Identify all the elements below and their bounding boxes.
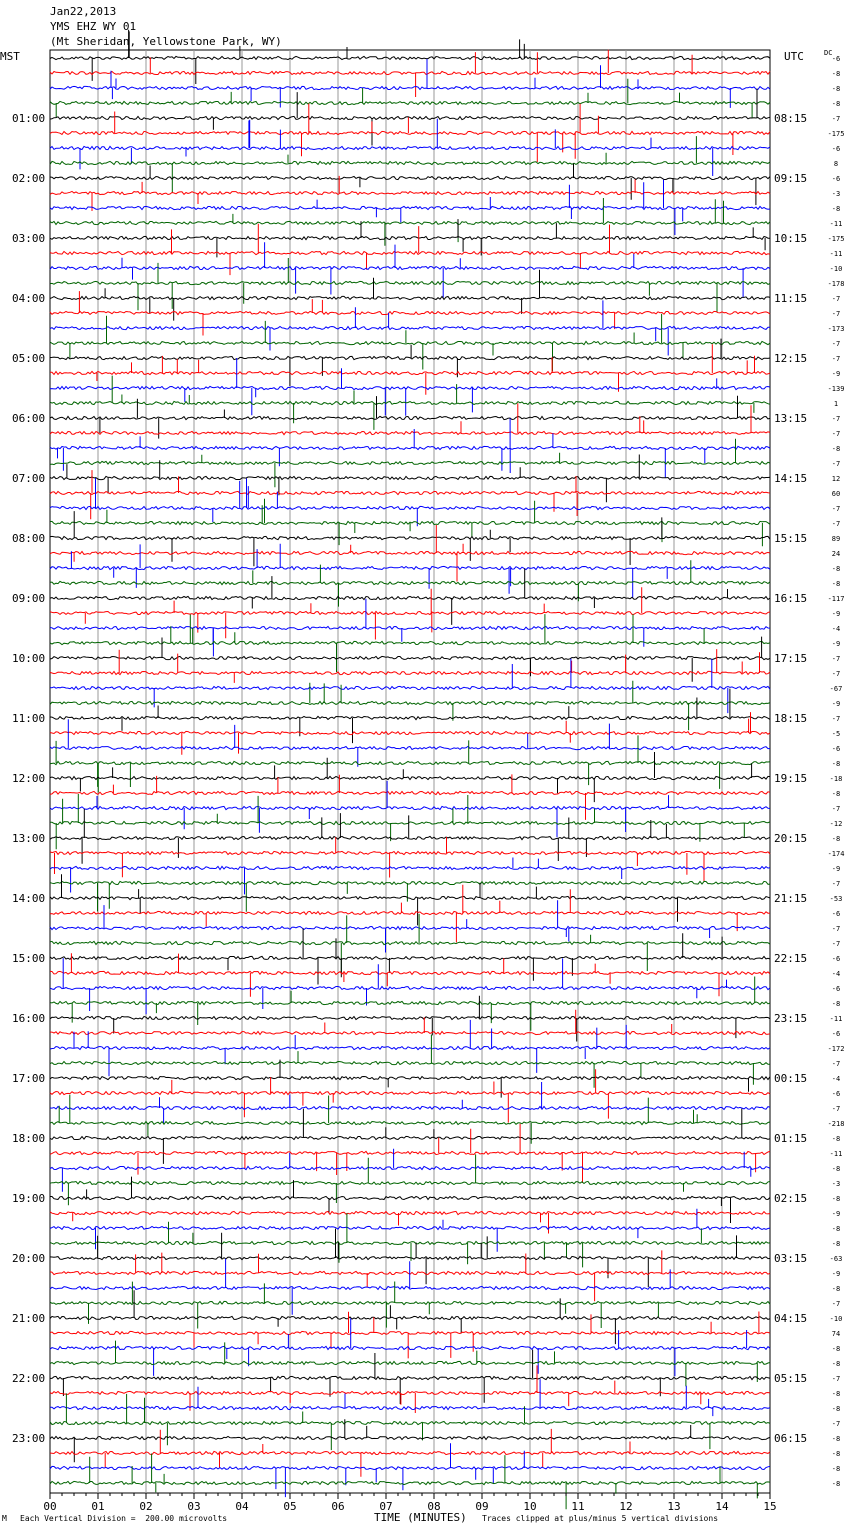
dc-offset-label: -8 [831,565,841,573]
x-tick-label: 11 [571,1500,585,1513]
dc-offset-label: -9 [831,1210,841,1218]
right-hour-label: 02:15 [774,1192,808,1205]
x-tick-label: 03 [187,1500,201,1513]
right-timezone-label: UTC [784,50,804,63]
right-hour-label: 04:15 [774,1312,808,1325]
dc-offset-label: -8 [831,1435,841,1443]
left-hour-label: 08:00 [12,532,46,545]
seismic-trace [50,1365,770,1413]
x-tick-label: 09 [475,1500,489,1513]
dc-offset-label: -7 [831,340,841,348]
dc-offset-label: -9 [831,370,841,378]
right-hour-label: 06:15 [774,1432,808,1445]
dc-offset-label: -8 [831,1225,841,1233]
dc-offset-label: -7 [831,655,841,663]
dc-offset-label: -53 [829,895,843,903]
left-hour-label: 20:00 [12,1252,46,1265]
dc-offset-label: -6 [831,175,841,183]
dc-offset-label: -8 [831,1450,841,1458]
dc-offset-label: -8 [831,205,841,213]
left-hour-label: 07:00 [12,472,46,485]
seismic-trace [50,104,770,163]
dc-offset-label: -8 [831,790,841,798]
dc-offset-label: -9 [831,1270,841,1278]
x-tick-label: 04 [235,1500,249,1513]
right-hour-label: 13:15 [774,412,808,425]
dc-offset-label: -6 [831,955,841,963]
plot-date: Jan22,2013 [50,5,117,18]
scale-note: Each Vertical Division = 200.00 microvolts [20,1514,228,1523]
x-tick-label: 10 [523,1500,537,1513]
dc-offset-label: -9 [831,610,841,618]
right-hour-label: 20:15 [774,832,808,845]
seismic-trace [50,659,770,714]
station-code: YMS EHZ WY 01 [50,20,137,33]
seismic-trace [50,1454,770,1510]
seismic-trace [50,1350,770,1404]
dc-offset-label: -7 [831,1060,841,1068]
seismic-trace [50,928,770,984]
dc-offset-label: -9 [831,700,841,708]
dc-offset-label: -11 [829,220,843,228]
x-tick-label: 01 [91,1500,105,1513]
seismic-trace [50,1290,770,1344]
seismic-trace [50,1209,770,1252]
right-hour-label: 05:15 [774,1372,808,1385]
left-hour-label: 11:00 [12,712,46,725]
dc-offset-label: -7 [831,355,841,363]
seismic-trace [50,1443,770,1497]
dc-offset-label: -4 [831,625,841,633]
seismic-trace [50,587,770,639]
seismic-trace [50,914,770,973]
dc-offset-label: -7 [831,670,841,678]
seismic-trace [50,599,770,657]
dc-offset-label: -139 [827,385,845,393]
seismic-trace [50,809,770,864]
seismic-trace [50,568,770,625]
dc-offset-label: -218 [827,1120,845,1128]
seismic-trace [50,418,770,477]
seismic-trace [50,1060,770,1098]
seismic-trace [50,180,770,235]
right-hour-label: 11:15 [774,292,808,305]
right-hour-label: 09:15 [774,172,808,185]
right-hour-label: 21:15 [774,892,808,905]
right-hour-label: 15:15 [774,532,808,545]
seismic-trace [50,176,770,211]
dc-offset-label: -178 [827,280,845,288]
dc-offset-label: -7 [831,1300,841,1308]
dc-offset-label: -8 [831,835,841,843]
dc-offset-label: 8 [833,160,839,168]
dc-offset-label: -6 [831,55,841,63]
x-tick-label: 07 [379,1500,393,1513]
seismic-trace [50,358,770,416]
dc-offset-label: -8 [831,1285,841,1293]
right-hour-label: 17:15 [774,652,808,665]
x-tick-label: 02 [139,1500,153,1513]
dc-offset-label: -10 [829,265,843,273]
dc-offset-label: -7 [831,940,841,948]
dc-offset-label: -8 [831,1195,841,1203]
seismic-trace [50,614,770,672]
dc-offset-label: -4 [831,1075,841,1083]
dc-offset-label: -7 [831,505,841,513]
left-hour-label: 09:00 [12,592,46,605]
right-hour-label: 14:15 [774,472,808,485]
dc-offset-label: -6 [831,910,841,918]
left-hour-label: 06:00 [12,412,46,425]
left-hour-label: 02:00 [12,172,46,185]
dc-offset-label: -10 [829,1315,843,1323]
seismic-trace [50,339,770,386]
dc-offset-label: -8 [831,1135,841,1143]
dc-offset-label: -7 [831,925,841,933]
dc-offset-label: -11 [829,1150,843,1158]
seismic-trace [50,560,770,606]
dc-offset-label: -7 [831,295,841,303]
left-hour-label: 13:00 [12,832,46,845]
seismic-trace [50,1419,770,1462]
dc-offset-header: DC [824,49,833,57]
left-hour-label: 14:00 [12,892,46,905]
dc-offset-label: -7 [831,115,841,123]
dc-offset-label: -9 [831,865,841,873]
dc-offset-label: -8 [831,580,841,588]
dc-offset-label: -8 [831,1405,841,1413]
seismic-trace [50,1082,770,1123]
dc-offset-label: 1 [833,400,839,408]
seismic-trace [50,439,770,487]
seismic-trace [50,649,770,683]
left-hour-label: 03:00 [12,232,46,245]
right-hour-label: 03:15 [774,1252,808,1265]
dc-offset-label: -11 [829,1015,843,1023]
right-hour-label: 12:15 [774,352,808,365]
seismic-trace [50,1124,770,1183]
seismic-trace [50,59,770,108]
seismic-trace [50,1393,770,1450]
x-tick-label: 08 [427,1500,441,1513]
dc-offset-label: -7 [831,880,841,888]
dc-offset-label: -175 [827,235,845,243]
dc-offset-label: -8 [831,85,841,93]
dc-offset-label: 12 [831,475,841,483]
right-hour-label: 01:15 [774,1132,808,1145]
dc-offset-label: -6 [831,985,841,993]
dc-offset-label: -3 [831,1180,841,1188]
seismic-trace [50,119,770,176]
seismic-trace [50,164,770,206]
x-tick-label: 05 [283,1500,297,1513]
seismic-trace [50,314,770,371]
dc-offset-label: -7 [831,430,841,438]
seismic-trace [50,1379,770,1416]
left-hour-label: 22:00 [12,1372,46,1385]
x-tick-label: 14 [715,1500,729,1513]
x-axis-title: TIME (MINUTES) [374,1511,467,1524]
seismic-trace [50,689,770,744]
right-hour-label: 16:15 [774,592,808,605]
seismic-trace [50,511,770,566]
dc-offset-label: -18 [829,775,843,783]
dc-offset-label: -7 [831,520,841,528]
dc-offset-label: -7 [831,310,841,318]
seismic-trace [50,858,770,895]
seismic-trace [50,1069,770,1122]
left-hour-label: 15:00 [12,952,46,965]
dc-offset-label: -7 [831,415,841,423]
seismic-trace [50,89,770,146]
dc-offset-label: -8 [831,1000,841,1008]
seismic-trace [50,1341,770,1387]
seismic-trace [50,781,770,837]
dc-offset-label: -6 [831,745,841,753]
x-tick-label: 15 [763,1500,777,1513]
dc-offset-label: -8 [831,1465,841,1473]
seismic-trace [50,1020,770,1076]
left-hour-label: 16:00 [12,1012,46,1025]
seismic-trace [50,30,770,84]
seismic-trace [50,136,770,193]
seismic-trace [50,719,770,767]
left-hour-label: 19:00 [12,1192,46,1205]
dc-offset-label: -9 [831,640,841,648]
dc-offset-label: 89 [831,535,841,543]
seismic-trace [50,1109,770,1164]
dc-offset-label: -174 [827,850,845,858]
dc-offset-label: -3 [831,190,841,198]
dc-offset-label: -8 [831,1480,841,1488]
dc-offset-label: 60 [831,490,841,498]
seismic-trace [50,1211,770,1233]
x-tick-label: 00 [43,1500,57,1513]
footer-mark: M [2,1514,7,1523]
dc-offset-label: -8 [831,1345,841,1353]
seismic-trace [50,376,770,430]
clip-note: Traces clipped at plus/minus 5 vertical divisions [482,1514,719,1523]
seismic-trace [50,1318,770,1376]
seismic-trace [50,79,770,118]
left-hour-label: 17:00 [12,1072,46,1085]
left-hour-label: 04:00 [12,292,46,305]
seismic-trace [50,837,770,881]
dc-offset-label: -5 [831,730,841,738]
left-hour-label: 18:00 [12,1132,46,1145]
seismic-trace [50,1149,770,1192]
dc-offset-label: -67 [829,685,843,693]
station-location: (Mt Sheridan, Yellowstone Park, WY) [50,35,282,48]
left-hour-label: 10:00 [12,652,46,665]
dc-offset-label: -8 [831,1240,841,1248]
dc-offset-label: -175 [827,130,845,138]
seismic-trace [50,1010,770,1035]
seismic-trace [50,885,770,943]
seismic-trace [50,774,770,820]
dc-offset-label: -4 [831,970,841,978]
left-hour-label: 12:00 [12,772,46,785]
dc-offset-label: -7 [831,1105,841,1113]
dc-offset-label: -8 [831,760,841,768]
dc-offset-label: -7 [831,805,841,813]
dc-offset-label: -8 [831,445,841,453]
seismic-trace [50,794,770,849]
dc-offset-label: -6 [831,1030,841,1038]
seismic-trace [50,977,770,1031]
right-hour-label: 18:15 [774,712,808,725]
dc-offset-label: -8 [831,1390,841,1398]
dc-offset-label: -8 [831,1165,841,1173]
dc-offset-label: -12 [829,820,843,828]
dc-offset-label: -7 [831,1375,841,1383]
dc-offset-label: -7 [831,1420,841,1428]
x-tick-label: 13 [667,1500,681,1513]
seismic-trace [50,958,770,1014]
right-hour-label: 22:15 [774,952,808,965]
right-hour-label: 08:15 [774,112,808,125]
x-tick-label: 12 [619,1500,633,1513]
dc-offset-label: -117 [827,595,845,603]
dc-offset-label: -7 [831,460,841,468]
dc-offset-label: -172 [827,1045,845,1053]
seismic-trace [50,1095,770,1144]
dc-offset-label: -6 [831,145,841,153]
dc-offset-label: -6 [831,1090,841,1098]
right-hour-label: 00:15 [774,1072,808,1085]
left-timezone-label: MST [0,50,20,63]
x-tick-label: 06 [331,1500,345,1513]
dc-offset-label: -7 [831,715,841,723]
right-hour-label: 10:15 [774,232,808,245]
right-hour-label: 19:15 [774,772,808,785]
dc-offset-label: -173 [827,325,845,333]
dc-offset-label: -8 [831,70,841,78]
dc-offset-label: -8 [831,1360,841,1368]
dc-offset-label: -63 [829,1255,843,1263]
left-hour-label: 23:00 [12,1432,46,1445]
dc-offset-label: 74 [831,1330,841,1338]
right-hour-label: 23:15 [774,1012,808,1025]
dc-offset-label: -11 [829,250,843,258]
left-hour-label: 01:00 [12,112,46,125]
seismic-trace [50,455,770,503]
seismic-trace [50,735,770,792]
dc-offset-label: 24 [831,550,841,558]
left-hour-label: 05:00 [12,352,46,365]
seismic-trace [50,752,770,802]
left-hour-label: 21:00 [12,1312,46,1325]
dc-offset-label: -8 [831,100,841,108]
